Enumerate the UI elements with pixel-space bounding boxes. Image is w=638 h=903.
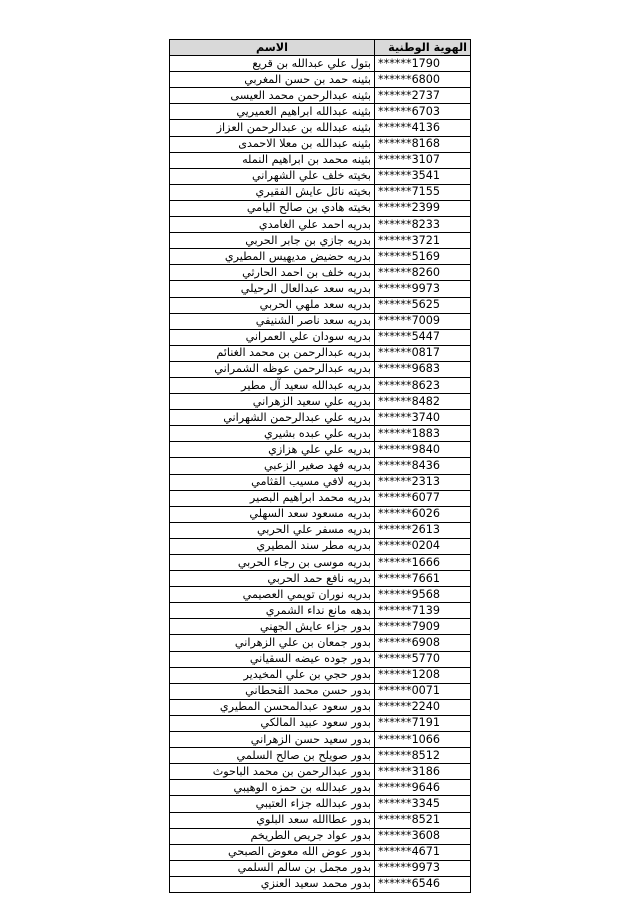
- table-row: [170, 410, 471, 426]
- table-row: [170, 619, 471, 635]
- name-cell: بدريه عبدالرحمن بن محمد الغنائم: [170, 345, 375, 361]
- national-id-cell: ******9840: [375, 442, 471, 458]
- table-row: [170, 313, 471, 329]
- national-id-cell: ******7661: [375, 571, 471, 587]
- table-row: [170, 217, 471, 233]
- national-id-cell: ******8482: [375, 394, 471, 410]
- name-cell: بدريه فهد صغير الزعبي: [170, 458, 375, 474]
- name-cell: بدور حسن محمد القحطاني: [170, 683, 375, 699]
- national-id-cell: ******7139: [375, 603, 471, 619]
- national-id-cell: ******9568: [375, 587, 471, 603]
- table-row: [170, 828, 471, 844]
- table-row: [170, 780, 471, 796]
- name-cell: بدريه احمد علي الغامدي: [170, 217, 375, 233]
- table-row: [170, 88, 471, 104]
- name-cell: بدور حجي بن علي المخيدير: [170, 667, 375, 683]
- national-id-cell: ******5169: [375, 249, 471, 265]
- name-cell: بدريه سعد عبدالعال الرحيلي: [170, 281, 375, 297]
- table-row: [170, 732, 471, 748]
- roster-table: [169, 39, 471, 893]
- national-id-cell: ******3721: [375, 233, 471, 249]
- national-id-cell: ******6800: [375, 72, 471, 88]
- name-cell: بدور عواد جريص الطريخم: [170, 828, 375, 844]
- table-row: [170, 56, 471, 72]
- name-cell: بدور محمد سعيد العنزي: [170, 876, 375, 892]
- name-cell: بدريه مسفر علي الحربي: [170, 522, 375, 538]
- table-row: [170, 844, 471, 860]
- name-cell: بدريه لافي مسيب القثامي: [170, 474, 375, 490]
- national-id-cell: ******1883: [375, 426, 471, 442]
- name-cell: بخيته نائل عايش الفقيري: [170, 184, 375, 200]
- table-row: [170, 490, 471, 506]
- name-cell: بدريه موسى بن رجاء الحربي: [170, 555, 375, 571]
- table-row: [170, 249, 471, 265]
- name-cell: بثينه محمد بن ابراهيم النمله: [170, 152, 375, 168]
- name-cell: بدريه علي عبدالرحمن الشهراني: [170, 410, 375, 426]
- national-id-cell: ******4136: [375, 120, 471, 136]
- table-row: [170, 120, 471, 136]
- name-cell: بدور سعود عبيد المالكي: [170, 715, 375, 731]
- name-cell: بثينه عبدالله بن عبدالرحمن العزاز: [170, 120, 375, 136]
- name-cell: بخيته خلف علي الشهراني: [170, 168, 375, 184]
- name-cell: بدور سعود عبدالمحسن المطيري: [170, 699, 375, 715]
- national-id-cell: ******5447: [375, 329, 471, 345]
- table-row: [170, 265, 471, 281]
- national-id-cell: ******9683: [375, 361, 471, 377]
- table-row: [170, 426, 471, 442]
- national-id-cell: ******8512: [375, 748, 471, 764]
- national-id-cell: ******7191: [375, 715, 471, 731]
- name-cell: بدريه عبدالله سعيد آل مطير: [170, 377, 375, 393]
- national-id-cell: ******2399: [375, 200, 471, 216]
- name-cell: بدريه خلف بن احمد الحارثي: [170, 265, 375, 281]
- name-cell: بثينه عبدالرحمن محمد العيسى: [170, 88, 375, 104]
- table-row: [170, 860, 471, 876]
- national-id-cell: ******3186: [375, 764, 471, 780]
- national-id-cell: ******8623: [375, 377, 471, 393]
- national-id-cell: ******2240: [375, 699, 471, 715]
- national-id-cell: ******6703: [375, 104, 471, 120]
- table-row: [170, 458, 471, 474]
- table-row: [170, 184, 471, 200]
- name-cell: بثينه حمد بن حسن المغربي: [170, 72, 375, 88]
- national-id-cell: ******5625: [375, 297, 471, 313]
- table-row: [170, 651, 471, 667]
- national-id-cell: ******7155: [375, 184, 471, 200]
- national-id-cell: ******9973: [375, 281, 471, 297]
- table-row: [170, 281, 471, 297]
- table-row: [170, 200, 471, 216]
- table-body: [170, 56, 471, 893]
- table-row: [170, 233, 471, 249]
- national-id-cell: ******8233: [375, 217, 471, 233]
- national-id-cell: ******8260: [375, 265, 471, 281]
- table-row: [170, 538, 471, 554]
- table-row: [170, 329, 471, 345]
- national-id-cell: ******2613: [375, 522, 471, 538]
- name-cell: بدريه سعد ملهي الحربي: [170, 297, 375, 313]
- name-cell: بخيته هادي بن صالح اليامي: [170, 200, 375, 216]
- national-id-cell: ******1790: [375, 56, 471, 72]
- national-id-cell: ******1208: [375, 667, 471, 683]
- national-id-cell: ******6546: [375, 876, 471, 892]
- table-row: [170, 699, 471, 715]
- name-cell: بدريه سودان علي العمراني: [170, 329, 375, 345]
- table-row: [170, 635, 471, 651]
- table-row: [170, 522, 471, 538]
- name-cell: بدريه مطر سند المطيري: [170, 538, 375, 554]
- national-id-cell: ******6077: [375, 490, 471, 506]
- name-cell: بدريه علي عبده بشيري: [170, 426, 375, 442]
- name-cell: بدريه علي سعيد الزهراني: [170, 394, 375, 410]
- table-row: [170, 603, 471, 619]
- name-cell: بدريه مسعود سعد السهلي: [170, 506, 375, 522]
- table-row: [170, 506, 471, 522]
- name-cell: بدور عبدالله بن حمزه الوهيبي: [170, 780, 375, 796]
- national-id-cell: ******6026: [375, 506, 471, 522]
- name-cell: بدريه جازي بن جابر الحربي: [170, 233, 375, 249]
- national-id-cell: ******7909: [375, 619, 471, 635]
- national-id-cell: ******9973: [375, 860, 471, 876]
- national-id-cell: ******2313: [375, 474, 471, 490]
- column-header-name: الاسم: [170, 40, 375, 56]
- national-id-cell: ******1666: [375, 555, 471, 571]
- table-row: [170, 72, 471, 88]
- name-cell: بثينه عبدالله بن معلا الاحمدى: [170, 136, 375, 152]
- table-row: [170, 812, 471, 828]
- name-cell: بدور عوض الله معوض الصبحي: [170, 844, 375, 860]
- name-cell: بدور عبدالرحمن بن محمد الباحوث: [170, 764, 375, 780]
- name-cell: بدور عطاالله سعد البلوي: [170, 812, 375, 828]
- column-header-national-id: الهوية الوطنية: [375, 40, 471, 56]
- table-row: [170, 796, 471, 812]
- name-cell: بدور صويلح بن صالح السلمي: [170, 748, 375, 764]
- table-row: [170, 152, 471, 168]
- name-cell: بدريه نوران تويمي العصيمي: [170, 587, 375, 603]
- name-cell: بدريه حضيض مديهيس المطيري: [170, 249, 375, 265]
- table-row: [170, 442, 471, 458]
- name-cell: بدريه عبدالرحمن عوظه الشمراني: [170, 361, 375, 377]
- national-id-cell: ******8168: [375, 136, 471, 152]
- name-cell: بدور مجمل بن سالم السلمي: [170, 860, 375, 876]
- header-row: [170, 40, 471, 56]
- table-row: [170, 876, 471, 892]
- national-id-cell: ******8436: [375, 458, 471, 474]
- national-id-cell: ******0204: [375, 538, 471, 554]
- national-id-cell: ******3608: [375, 828, 471, 844]
- name-cell: بدريه سعد ناصر الشنيفي: [170, 313, 375, 329]
- table-row: [170, 136, 471, 152]
- national-id-cell: ******7009: [375, 313, 471, 329]
- table-row: [170, 683, 471, 699]
- table-row: [170, 587, 471, 603]
- national-id-cell: ******3345: [375, 796, 471, 812]
- national-id-cell: ******4671: [375, 844, 471, 860]
- table-row: [170, 715, 471, 731]
- table-row: [170, 377, 471, 393]
- national-id-cell: ******0817: [375, 345, 471, 361]
- national-id-cell: ******0071: [375, 683, 471, 699]
- name-cell: بدور جوده عيضه السقياني: [170, 651, 375, 667]
- table-row: [170, 571, 471, 587]
- table-row: [170, 667, 471, 683]
- name-cell: بدريه محمد ابراهيم البصير: [170, 490, 375, 506]
- table-row: [170, 297, 471, 313]
- national-id-cell: ******3107: [375, 152, 471, 168]
- name-cell: بتول علي عبدالله بن قريع: [170, 56, 375, 72]
- national-id-cell: ******3541: [375, 168, 471, 184]
- table-row: [170, 555, 471, 571]
- table-row: [170, 748, 471, 764]
- national-id-cell: ******1066: [375, 732, 471, 748]
- national-id-cell: ******3740: [375, 410, 471, 426]
- table-row: [170, 474, 471, 490]
- name-cell: بثينه عبدالله ابراهيم العميريي: [170, 104, 375, 120]
- table-row: [170, 168, 471, 184]
- national-id-cell: ******8521: [375, 812, 471, 828]
- table-row: [170, 345, 471, 361]
- national-id-cell: ******5770: [375, 651, 471, 667]
- national-id-cell: ******2737: [375, 88, 471, 104]
- name-cell: بدور عبدالله جزاء العتيبي: [170, 796, 375, 812]
- name-cell: بدور سعيد حسن الزهراني: [170, 732, 375, 748]
- national-id-cell: ******9646: [375, 780, 471, 796]
- name-cell: بدريه علي علي هزازي: [170, 442, 375, 458]
- table-row: [170, 394, 471, 410]
- name-cell: بدهه مانع نداء الشمري: [170, 603, 375, 619]
- national-id-cell: ******6908: [375, 635, 471, 651]
- table-row: [170, 104, 471, 120]
- name-cell: بدور جزاء عايش الجهني: [170, 619, 375, 635]
- name-cell: بدور جمعان بن علي الزهراني: [170, 635, 375, 651]
- name-cell: بدريه نافع حمد الحربي: [170, 571, 375, 587]
- table-row: [170, 764, 471, 780]
- table-row: [170, 361, 471, 377]
